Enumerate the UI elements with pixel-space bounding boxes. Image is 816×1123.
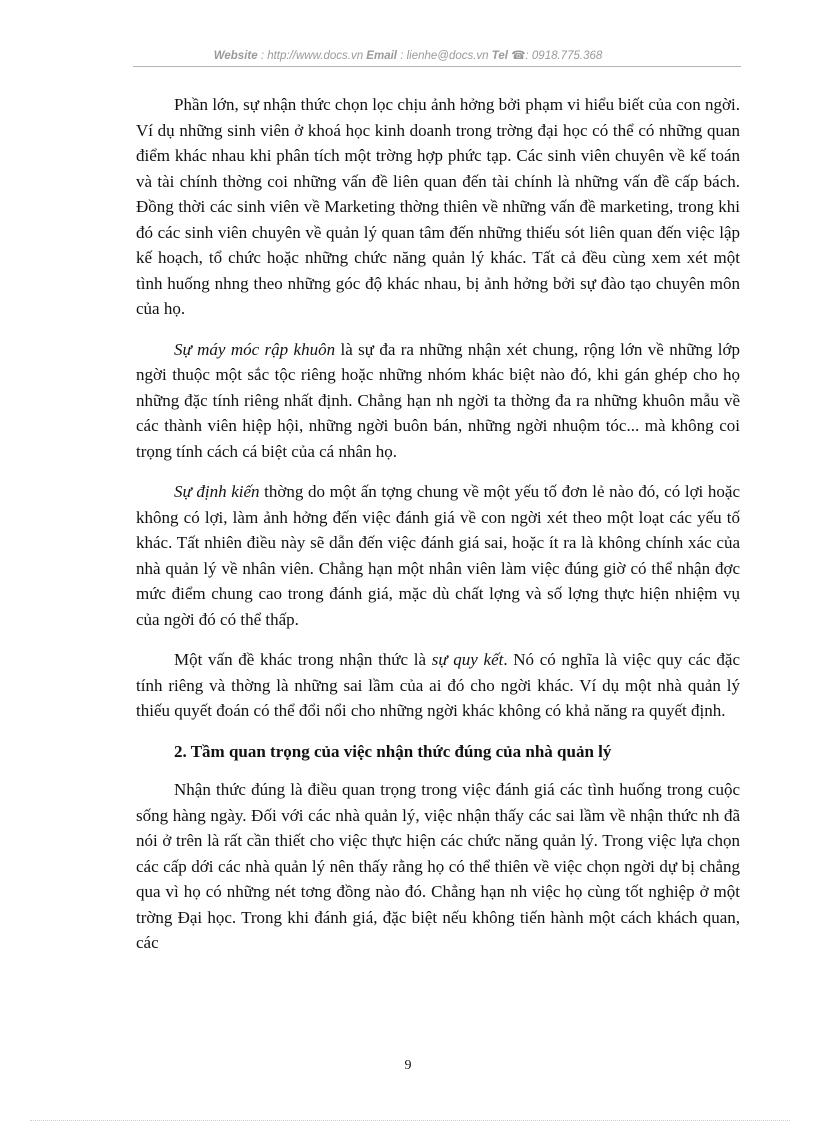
paragraph-2-text: là sự đa ra những nhận xét chung, rộng lớn về những lớp ngời thuộc một sắc tộc riêng hoặc những nhóm khác biệt nào đó, khi gán ghép cho họ những đặc tính riêng nhất định. Chẳng hạn nh ngời ta thờng đa ra những khuôn mẫu về các thành viên hiệp hội, những ngời buôn bán, những ngời nhuộm tóc... mà không coi trọng tính cách cá biệt của cá nhân họ. [136,339,741,461]
tel-value: ☎: 0918.775.368 [511,50,603,62]
paragraph-4-start: Một vấn đề khác trong nhận thức là [174,650,432,669]
email-label: Email [366,50,397,62]
paragraph-3 [136,479,740,632]
header-divider [133,66,741,67]
section-heading: 2. Tầm quan trọng của việc nhận thức đúng của nhà quản lý [174,741,612,761]
email-value[interactable]: : lienhe@docs.vn [400,50,489,62]
paragraph-4 [136,647,740,724]
website-label: Website [213,50,258,62]
term-stereotype: Sự máy móc rập khuôn [174,339,336,359]
page-number: 9 [404,1058,412,1073]
term-attribution: sự quy kết [431,650,504,669]
paragraph-1: Phần lớn, sự nhận thức chọn lọc chịu ảnh hởng bởi phạm vi hiểu biết của con ngời. Ví dụ những sinh viên ở khoá học kinh doanh trong trờng đại học có thể có những quan điểm khác nhau khi phân tích một trờng hợp phức tạp. Các sinh viên chuyên về kế toán và tài chính thờng coi những vấn đề liên quan đến tài chính là những vấn đề cấp bách. Đồng thời các sinh viên về Marketing thờng thiên về những vấn đề marketing, trong khi đó các sinh viên chuyên về quản lý quan tâm đến những thiếu sót liên quan đến việc lập kế hoạch, tổ chức hoặc những chức năng quản lý khác. Tất cả đều cùng xem xét một tình huống nhng theo những góc độ khác nhau, bị ảnh hởng bởi sự đào tạo chuyên môn của họ. [136,95,740,318]
paragraph-2 [136,337,740,465]
paragraph-4-text: . Nó có nghĩa là việc quy các đặc tính riêng và thờng là những sai lầm của ai đó cho ngời khác. Ví dụ một nhà quản lý thiếu quyết đoán có thể đổi nổi cho những ngời khác không có khả năng ra quyết định. [136,650,741,720]
paragraph-3-text: thờng do một ấn tợng chung về một yếu tố đơn lẻ nào đó, có lợi hoặc không có lợi, làm ảnh hởng đến việc đánh giá về con ngời xét theo một loạt các yếu tố khác. Tất nhiên điều này sẽ dẫn đến việc đánh giá sai, hoặc ít ra là không chính xác của nhà quản lý về nhân viên. Chẳng hạn một nhân viên làm việc đúng giờ có thể nhận đợc mức điểm chung cao trong đánh giá, mặc dù chất lợng và số lợng thực hiện nhiệm vụ của ngời đó có thể thấp. [136,482,740,629]
website-url[interactable]: : http://www.docs.vn [260,50,364,62]
paragraph-5: Nhận thức đúng là điều quan trọng trong việc đánh giá các tình huống trong cuộc sống hàng ngày. Đối với các nhà quản lý, việc nhận thấy các sai lầm về nhận thức nh đã nói ở trên là rất cần thiết cho việc thực hiện các chức năng quản lý. Trong việc lựa chọn các cấp dới các nhà quản lý nên thấy rằng họ có thể thiên về việc chọn ngời dự bị chẳng qua vì họ có những nét tơng đồng nào đó. Chẳng hạn nh việc họ cùng tốt nghiệp ở một trờng Đại học. Trong khi đánh giá, đặc biệt nếu không tiến hành một cách khách quan, các [136,780,740,952]
footer-divider [30,1120,790,1121]
page-header [0,48,816,62]
term-prejudice: Sự định kiến [174,482,260,501]
tel-label: Tel [491,50,508,62]
page-body [136,92,740,971]
